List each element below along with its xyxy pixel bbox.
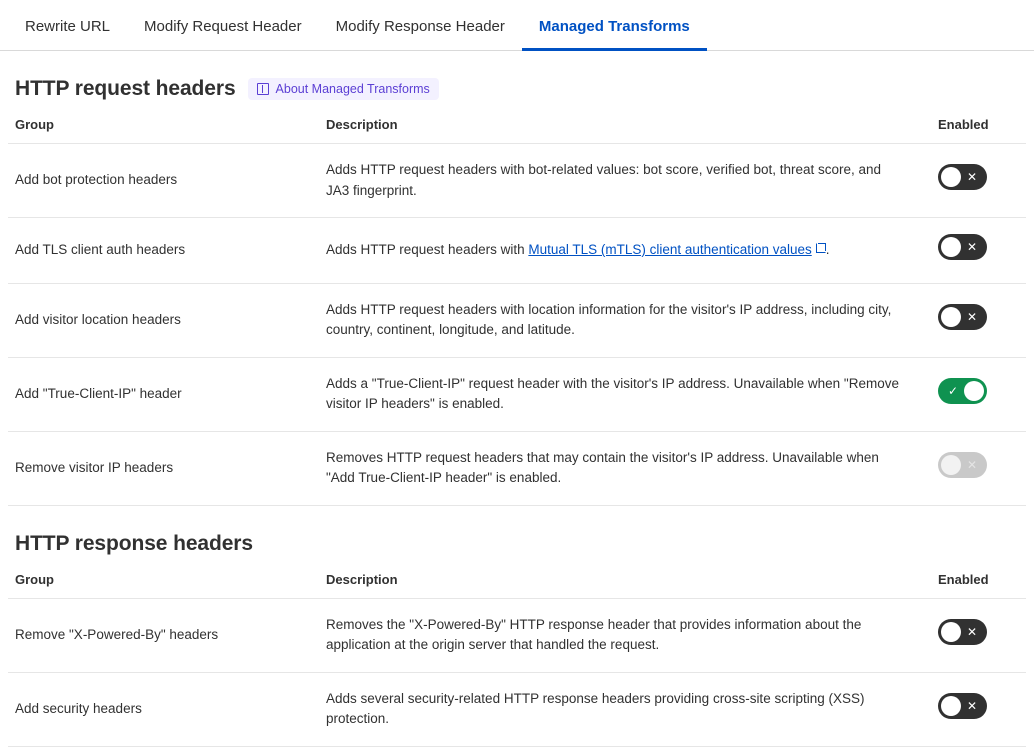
tab-bar (0, 0, 1034, 51)
toggle-add-bot-protection-headers[interactable] (938, 164, 987, 190)
row-group-label: Remove "X-Powered-By" headers (8, 598, 314, 672)
response-headers-title: HTTP response headers (15, 531, 253, 555)
column-header-enabled: Enabled (926, 117, 1026, 144)
toggle-knob (941, 237, 961, 257)
row-group-label: Add security headers (8, 672, 314, 746)
row-description: Adds several security-related HTTP response headers providing cross-site scripting (XSS) protection. (314, 672, 926, 746)
request-headers-table (8, 117, 1026, 506)
table-row (8, 672, 1026, 746)
column-header-description: Description (314, 572, 926, 599)
toggle-knob (941, 455, 961, 475)
column-header-enabled: Enabled (926, 572, 1026, 599)
toggle-remove-x-powered-by-headers[interactable] (938, 619, 987, 645)
external-link-icon (816, 243, 826, 253)
row-group-label: Add "True-Client-IP" header (8, 357, 314, 431)
table-row (8, 357, 1026, 431)
book-icon (257, 83, 269, 95)
request-headers-header (15, 77, 1026, 101)
row-group-label: Add visitor location headers (8, 283, 314, 357)
response-headers-header (15, 532, 1026, 556)
row-description: Adds a "True-Client-IP" request header with the visitor's IP address. Unavailable when "Remove visitor IP headers" is enabled. (314, 357, 926, 431)
table-row (8, 144, 1026, 218)
toggle-off-icon: ✕ (966, 170, 978, 185)
toggle-knob (941, 622, 961, 642)
table-row (8, 283, 1026, 357)
table-header-row (8, 117, 1026, 144)
toggle-off-icon: ✕ (966, 624, 978, 639)
toggle-add-true-client-ip-header[interactable] (938, 378, 987, 404)
toggle-add-tls-client-auth-headers[interactable] (938, 234, 987, 260)
row-group-label: Remove visitor IP headers (8, 431, 314, 505)
tab-managed-transforms[interactable]: Managed Transforms (522, 19, 707, 51)
column-header-description: Description (314, 117, 926, 144)
about-managed-transforms-label: About Managed Transforms (275, 82, 430, 96)
row-description (314, 218, 926, 284)
toggle-knob (941, 167, 961, 187)
toggle-off-icon: ✕ (966, 457, 978, 472)
row-description-text: Adds HTTP request headers with (326, 242, 529, 258)
table-row (8, 598, 1026, 672)
tab-rewrite-url[interactable]: Rewrite URL (25, 18, 111, 35)
toggle-add-security-headers[interactable] (938, 693, 987, 719)
tab-modify-response-header[interactable]: Modify Response Header (335, 18, 505, 35)
row-enabled-cell (926, 598, 1026, 672)
response-headers-table (8, 572, 1026, 747)
row-group-label: Add bot protection headers (8, 144, 314, 218)
table-row (8, 431, 1026, 505)
tab-modify-request-header[interactable]: Modify Request Header (144, 18, 302, 35)
row-description: Removes HTTP request headers that may contain the visitor's IP address. Unavailable when "Add True-Client-IP header" is enabled. (314, 431, 926, 505)
toggle-knob (941, 696, 961, 716)
row-enabled-cell (926, 283, 1026, 357)
row-description: Adds HTTP request headers with location information for the visitor's IP address, including city, country, continent, longitude, and latitude. (314, 283, 926, 357)
column-header-group: Group (8, 117, 314, 144)
row-group-label: Add TLS client auth headers (8, 218, 314, 284)
row-description: Adds HTTP request headers with bot-related values: bot score, verified bot, threat score, and JA3 fingerprint. (314, 144, 926, 218)
toggle-on-icon: ✓ (947, 383, 959, 398)
toggle-off-icon: ✕ (966, 240, 978, 255)
toggle-off-icon: ✕ (966, 309, 978, 324)
row-enabled-cell (926, 672, 1026, 746)
row-enabled-cell (926, 431, 1026, 505)
toggle-off-icon: ✕ (966, 698, 978, 713)
table-header-row (8, 572, 1026, 599)
about-managed-transforms-link[interactable] (248, 78, 439, 100)
request-headers-title: HTTP request headers (15, 77, 236, 100)
toggle-knob (964, 381, 984, 401)
toggle-knob (941, 307, 961, 327)
column-header-group: Group (8, 572, 314, 599)
row-enabled-cell (926, 357, 1026, 431)
row-description-suffix: . (825, 242, 830, 258)
toggle-add-visitor-location-headers[interactable] (938, 304, 987, 330)
main-content (0, 77, 1034, 747)
row-enabled-cell (926, 218, 1026, 284)
row-description: Removes the "X-Powered-By" HTTP response header that provides information about the application at the origin server that handled the request. (314, 598, 926, 672)
toggle-remove-visitor-ip-headers (938, 452, 987, 478)
row-enabled-cell (926, 144, 1026, 218)
table-row (8, 218, 1026, 284)
mtls-client-auth-link[interactable]: Mutual TLS (mTLS) client authentication values (528, 242, 812, 258)
